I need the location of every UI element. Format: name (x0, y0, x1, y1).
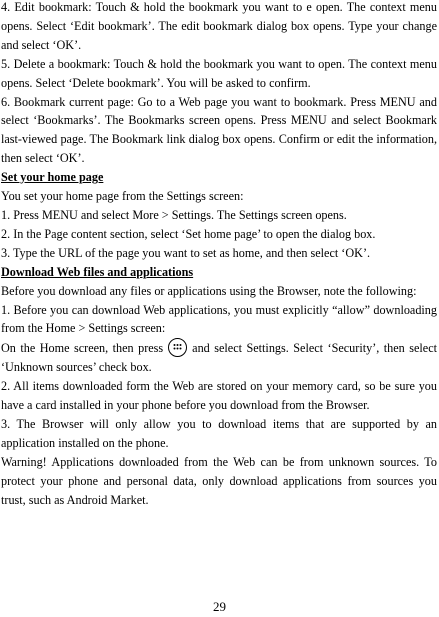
downloads-item-3: 3. The Browser will only allow you to download items that are supported by an application installed on the phone. (1, 416, 437, 450)
downloads-item-1-instruction (1, 338, 437, 377)
instruction-text-after-icon: and select Settings. Select ‘Security’, then select ‘Unknown sources’ check box. (1, 341, 437, 375)
bookmark-item-5: 5. Delete a bookmark: Touch & hold the bookmark you want to open. The context menu opens. Select ‘Delete bookmark’. You will be asked to confirm. (1, 56, 437, 90)
downloads-item-1: 1. Before you can download Web applications, you must explicitly “allow” downloading from the Home > Settings screen: (1, 302, 437, 336)
home-page-step-1: 1. Press MENU and select More > Settings. The Settings screen opens. (1, 207, 347, 222)
instruction-text-before-icon: On the Home screen, then press (1, 341, 164, 356)
home-page-heading: Set your home page (1, 170, 104, 185)
bookmark-item-4: 4. Edit bookmark: Touch & hold the bookmark you want to e open. The context menu opens. Select ‘Edit bookmark’. The edit bookmark dialog box opens. Type your change and select ‘OK’. (1, 0, 437, 52)
downloads-intro: Before you download any files or applications using the Browser, note the following: (1, 283, 417, 298)
bookmark-item-6: 6. Bookmark current page: Go to a Web page you want to bookmark. Press MENU and select ‘Bookmarks’. The Bookmarks screen opens. Press MENU and select Bookmark last-viewed page. The Bookmark link dialog box opens. Confirm or edit the information, then select ‘OK’. (1, 94, 437, 166)
downloads-warning: Warning! Applications downloaded from the Web can be from unknown sources. To protect your phone and personal data, only download applications from sources you trust, such as Android Market. (1, 454, 437, 507)
page-content (1, 0, 437, 509)
home-page-step-2: 2. In the Page content section, select ‘Set home page’ to open the dialog box. (1, 226, 376, 241)
menu-key-icon (168, 338, 187, 357)
downloads-heading: Download Web files and applications (1, 264, 194, 279)
home-page-intro: You set your home page from the Settings screen: (1, 189, 244, 204)
downloads-item-2: 2. All items downloaded form the Web are stored on your memory card, so be sure you have a card installed in your phone before you download from the Browser. (1, 379, 437, 413)
home-page-step-3: 3. Type the URL of the page you want to set as home, and then select ‘OK’. (1, 245, 371, 260)
page-number: 29 (213, 599, 226, 614)
